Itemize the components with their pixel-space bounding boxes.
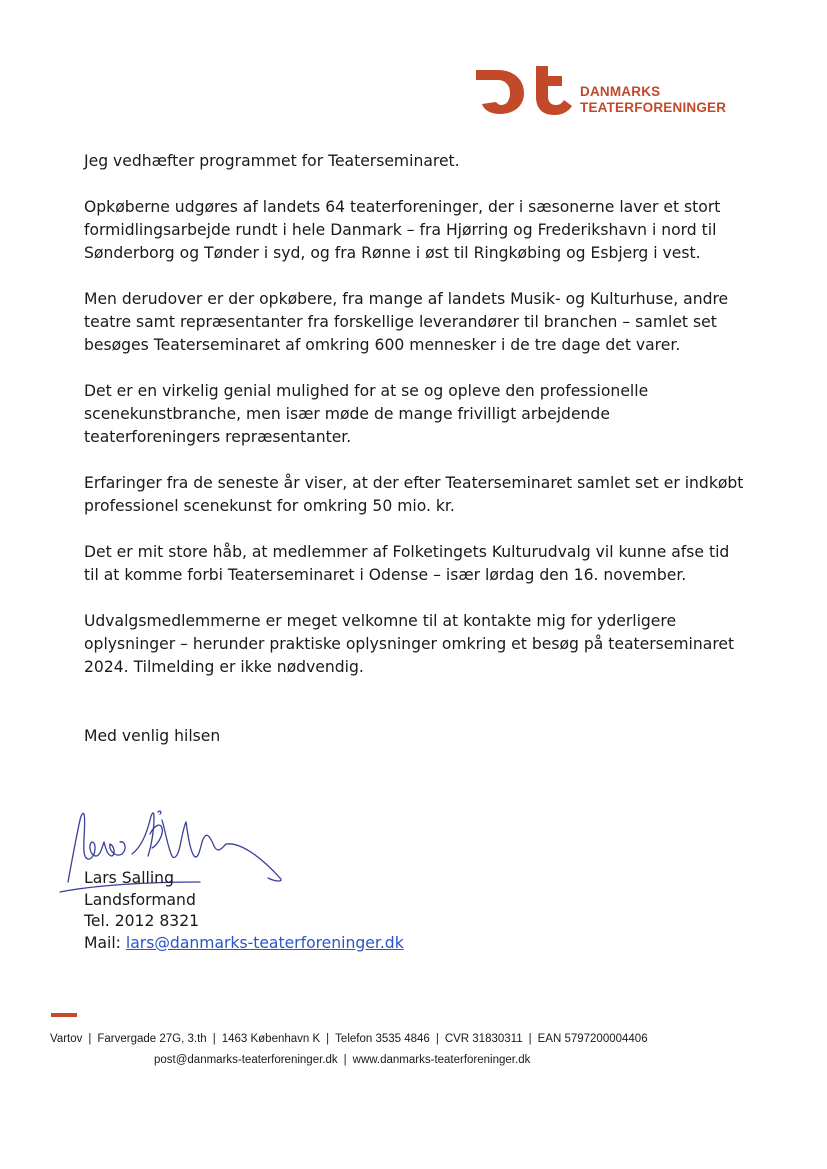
footer-separator: | — [528, 1033, 532, 1045]
logo-line-2: TEATERFORENINGER — [580, 100, 727, 115]
footer-separator: | — [212, 1033, 216, 1045]
footer-accent-bar — [51, 1013, 77, 1017]
footer-cvr: CVR 31830311 — [444, 1033, 523, 1045]
organization-logo — [474, 66, 734, 116]
footer-address-line — [50, 1033, 648, 1045]
paragraph-intro: Jeg vedhæfter programmet for Teaterseminaret. — [84, 152, 460, 170]
footer-website[interactable]: www.danmarks-teaterforeninger.dk — [352, 1054, 531, 1066]
footer-ean: EAN 5797200004406 — [537, 1033, 648, 1045]
paragraph-attendance: Men derudover er der opkøbere, fra mange af landets Musik- og Kulturhuse, andre teatre samt repræsentanter fra forskellige leverandører til branchen – samlet set besøges Teaterseminaret af omkring 600 mennesker i de tre dage det varer. — [84, 290, 729, 354]
footer-separator: | — [326, 1033, 330, 1045]
paragraph-opportunity: Det er en virkelig genial mulighed for at se og opleve den professionelle scenekunstbranche, men især møde de mange frivilligt arbejdende teaterforeningers repræsentanter. — [84, 382, 649, 446]
signer-phone: Tel. 2012 8321 — [84, 912, 200, 930]
footer-email[interactable]: post@danmarks-teaterforeninger.dk — [154, 1054, 338, 1066]
footer-separator: | — [343, 1054, 347, 1066]
signature-block — [84, 868, 404, 954]
signer-name: Lars Salling — [84, 869, 174, 887]
footer-phone: Telefon 3535 4846 — [335, 1033, 430, 1045]
footer-city: 1463 København K — [221, 1033, 321, 1045]
footer-venue: Vartov — [50, 1033, 83, 1045]
logo-wordmark — [580, 84, 726, 116]
mail-label: Mail: — [84, 933, 121, 952]
logo-line-1: DANMARKS — [580, 84, 661, 99]
signer-mail-line — [84, 933, 404, 955]
signer-title: Landsformand — [84, 890, 196, 909]
closing-greeting: Med venlig hilsen — [84, 727, 221, 745]
paragraph-buyers: Opkøberne udgøres af landets 64 teaterforeninger, der i sæsonerne laver et stort formidlingsarbejde rundt i hele Danmark – fra Hjørring og Frederikshavn i nord til Sønderborg og Tønder i syd, og fra Rønne i øst til Ringkøbing og Esbjerg i vest. — [84, 198, 721, 262]
letter-body — [84, 150, 744, 771]
paragraph-contact: Udvalgsmedlemmerne er meget velkomne til at kontakte mig for yderligere oplysninger – herunder praktiske oplysninger omkring et besøg på teaterseminaret 2024. Tilmelding er ikke nødvendig. — [84, 612, 735, 676]
footer-separator: | — [435, 1033, 439, 1045]
paragraph-experience: Erfaringer fra de seneste år viser, at der efter Teaterseminaret samlet set er indkøbt professionel scenekunst for omkring 50 mio. kr. — [84, 474, 744, 515]
paragraph-hope: Det er mit store håb, at medlemmer af Folketingets Kulturudvalg vil kunne afse tid til at komme forbi Teaterseminaret i Odense – især lørdag den 16. november. — [84, 543, 730, 584]
footer-separator: | — [88, 1033, 92, 1045]
email-link[interactable]: lars@danmarks-teaterforeninger.dk — [125, 933, 404, 952]
footer-street: Farvergade 27G, 3.th — [97, 1033, 207, 1045]
footer-contact-line — [154, 1054, 530, 1066]
dt-logo-mark-icon — [474, 66, 574, 116]
